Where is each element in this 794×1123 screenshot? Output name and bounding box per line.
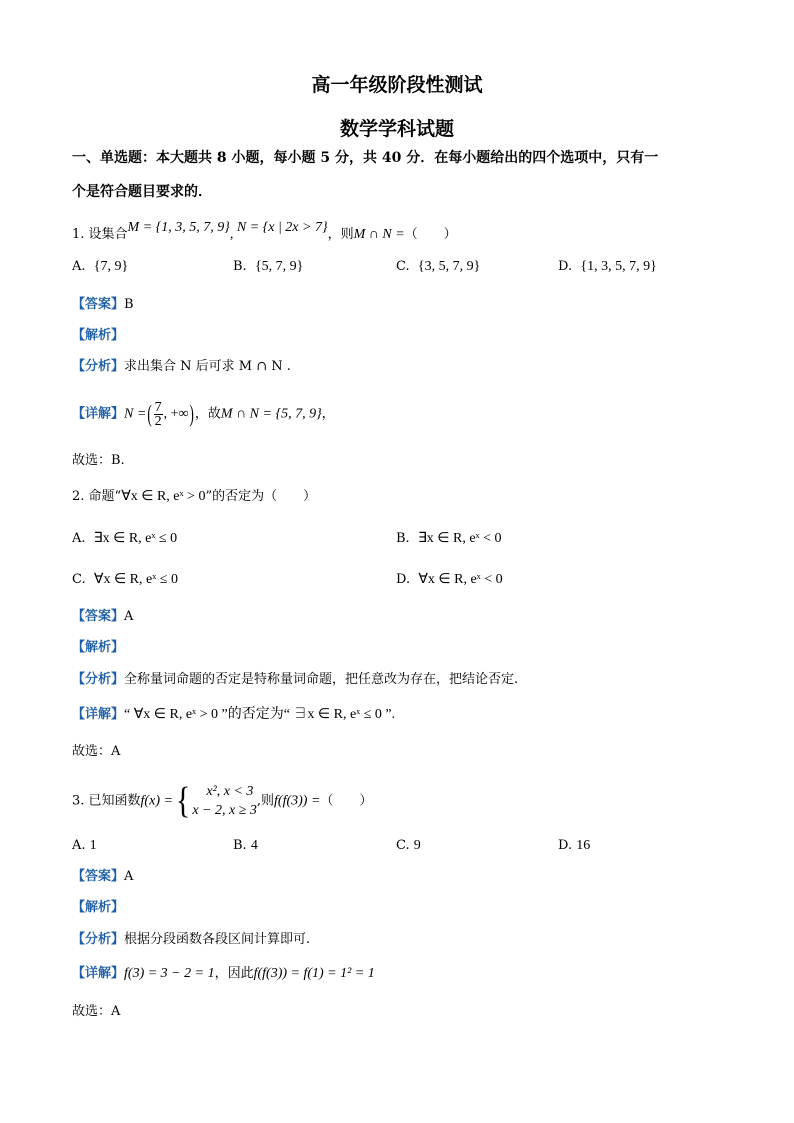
q3-target: f(f(3)) =	[274, 793, 321, 809]
q1-option-c[interactable]	[396, 259, 480, 275]
q1-stem-prefix: 1. 设集合	[72, 227, 128, 242]
q1-stem-mid: ，则	[327, 227, 354, 242]
fraction	[154, 401, 163, 428]
q3-detail	[72, 965, 375, 983]
q2-answer	[72, 608, 133, 626]
q2-stem-prefix: 2. 命题“	[72, 489, 122, 504]
detail-a: f(3) = 3 − 2 = 1	[124, 966, 215, 981]
q1-set-n: N = {x | 2x > 7}	[236, 220, 328, 235]
fenxi-text: 求出集合 N 后可求 M ∩ N .	[124, 359, 291, 374]
q3-blank: （ ）	[320, 793, 373, 809]
fenxi-text: 根据分段函数各段区间计算即可.	[124, 932, 311, 947]
answer-value: A	[124, 869, 134, 884]
detail-tag: 【详解】	[72, 966, 125, 981]
option-label: A.	[72, 259, 86, 274]
q2-stem	[72, 488, 316, 506]
q1-stem: 1. 设集合M = {1, 3, 5, 7, 9}, N = {x | 2x > 7}，则M ∩ N =（ ）	[72, 220, 457, 242]
q1-target: M ∩ N =	[353, 227, 405, 242]
option-text: {5, 7, 9}	[254, 259, 304, 274]
option-label: B.	[233, 838, 247, 853]
page-subtitle: 数学学科试题	[339, 118, 454, 140]
q3-fenxi	[72, 931, 310, 949]
analysis-tag: 【解析】	[72, 900, 125, 915]
q3-analysis	[72, 899, 124, 917]
q3-stem-prefix: 3. 已知函数	[72, 793, 141, 809]
case-1: x², x < 3	[206, 784, 254, 799]
option-label: A.	[72, 838, 86, 853]
option-label: D.	[558, 838, 573, 853]
answer-tag: 【答案】	[72, 869, 125, 884]
fenxi-tag: 【分析】	[72, 932, 125, 947]
q3-answer	[72, 868, 133, 886]
option-text: 1	[89, 838, 97, 853]
q3-option-c[interactable]	[396, 838, 421, 854]
analysis-tag: 【解析】	[72, 640, 125, 655]
detail-inf: , +∞	[163, 406, 189, 422]
q1-answer	[72, 296, 134, 314]
option-label: C.	[396, 838, 410, 853]
detail-mid: ，因此	[214, 966, 254, 981]
q2-analysis	[72, 639, 124, 657]
q2-option-b[interactable]	[396, 530, 502, 547]
q1-option-d[interactable]	[558, 259, 657, 275]
option-text: {7, 9}	[93, 259, 129, 274]
q2-detail	[72, 706, 395, 724]
detail-text: “ ∀x ∈ R, eˣ > 0 ”的否定为“ ∃x ∈ R, eˣ ≤ 0 ”.	[124, 707, 396, 722]
q2-fenxi	[72, 671, 518, 689]
option-text: {1, 3, 5, 7, 9}	[580, 259, 657, 274]
q2-option-d[interactable]	[396, 571, 503, 588]
q2-option-c[interactable]	[72, 571, 178, 588]
q1-set-m: M = {1, 3, 5, 7, 9}	[127, 220, 230, 235]
q1-option-a[interactable]	[72, 259, 128, 275]
detail-result: M ∩ N = {5, 7, 9}	[220, 406, 322, 422]
option-label: B.	[396, 531, 410, 546]
fenxi-text: 全称量词命题的否定是特称量词命题，把任意改为存在，把结论否定.	[124, 672, 519, 687]
piecewise-cases	[192, 782, 257, 820]
q2-choose: 故选：A	[72, 744, 121, 759]
q3-fx: f(x) =	[140, 793, 173, 809]
brace-icon: {	[175, 779, 191, 821]
fenxi-tag: 【分析】	[72, 359, 125, 374]
detail-n: N =	[124, 406, 147, 422]
page-title: 高一年级阶段性测试	[311, 74, 483, 96]
option-label: B.	[233, 259, 247, 274]
q3-stem-mid: ,则	[256, 793, 275, 809]
q1-blank: （ ）	[404, 227, 457, 242]
section-heading-line2: 个是符合题目要求的．	[72, 184, 212, 200]
option-text: {3, 5, 7, 9}	[417, 259, 481, 274]
detail-tag: 【详解】	[72, 406, 125, 422]
q2-stem-math: ∀x ∈ R, eˣ > 0	[121, 489, 206, 504]
q1-fenxi	[72, 358, 291, 376]
q1-choose: 故选：B.	[72, 453, 125, 468]
detail-mid: ，故	[194, 406, 221, 422]
option-label: A.	[72, 531, 86, 546]
q1-analysis	[72, 327, 124, 345]
analysis-tag: 【解析】	[72, 328, 125, 343]
fenxi-tag: 【分析】	[72, 672, 125, 687]
detail-tag: 【详解】	[72, 707, 125, 722]
q1-detail: 【详解】N =( $\frac{7}{2}$ , +∞)，故M ∩ N = {5, 7, 9}，	[72, 398, 335, 429]
option-text: ∀x ∈ R, eˣ < 0	[418, 572, 503, 587]
option-text: ∀x ∈ R, eˣ ≤ 0	[93, 572, 178, 587]
detail-b: f(f(3)) = f(1) = 1² = 1	[253, 966, 375, 981]
option-text: ∃x ∈ R, eˣ < 0	[417, 531, 502, 546]
q3-option-d[interactable]	[558, 838, 590, 854]
answer-value: A	[124, 609, 134, 624]
case-2: x − 2, x ≥ 3	[192, 803, 257, 818]
q3-stem	[72, 779, 372, 824]
q2-option-a[interactable]	[72, 530, 177, 547]
answer-tag: 【答案】	[72, 297, 125, 312]
frac-den: 2	[154, 413, 162, 429]
q3-option-b[interactable]	[233, 838, 258, 854]
q2-stem-suffix: ”的否定为（ ）	[205, 489, 317, 504]
detail-end: ，	[321, 406, 335, 422]
option-label: C.	[396, 259, 410, 274]
q3-choose: 故选：A	[72, 1004, 121, 1019]
answer-tag: 【答案】	[72, 609, 125, 624]
section-heading-line1: 一、单选题：本大题共 8 小题，每小题 5 分，共 40 分．在每小题给出的四个选项中，只有一	[72, 150, 659, 166]
option-text: 9	[413, 838, 421, 853]
q3-option-a[interactable]	[72, 838, 97, 854]
q1-option-b[interactable]	[233, 259, 303, 275]
answer-value: B	[124, 297, 134, 312]
option-label: C.	[72, 572, 86, 587]
option-label: D.	[558, 259, 573, 274]
frac-num: 7	[154, 399, 162, 415]
option-text: ∃x ∈ R, eˣ ≤ 0	[93, 531, 178, 546]
option-label: D.	[396, 572, 411, 587]
option-text: 16	[576, 838, 591, 853]
option-text: 4	[250, 838, 258, 853]
